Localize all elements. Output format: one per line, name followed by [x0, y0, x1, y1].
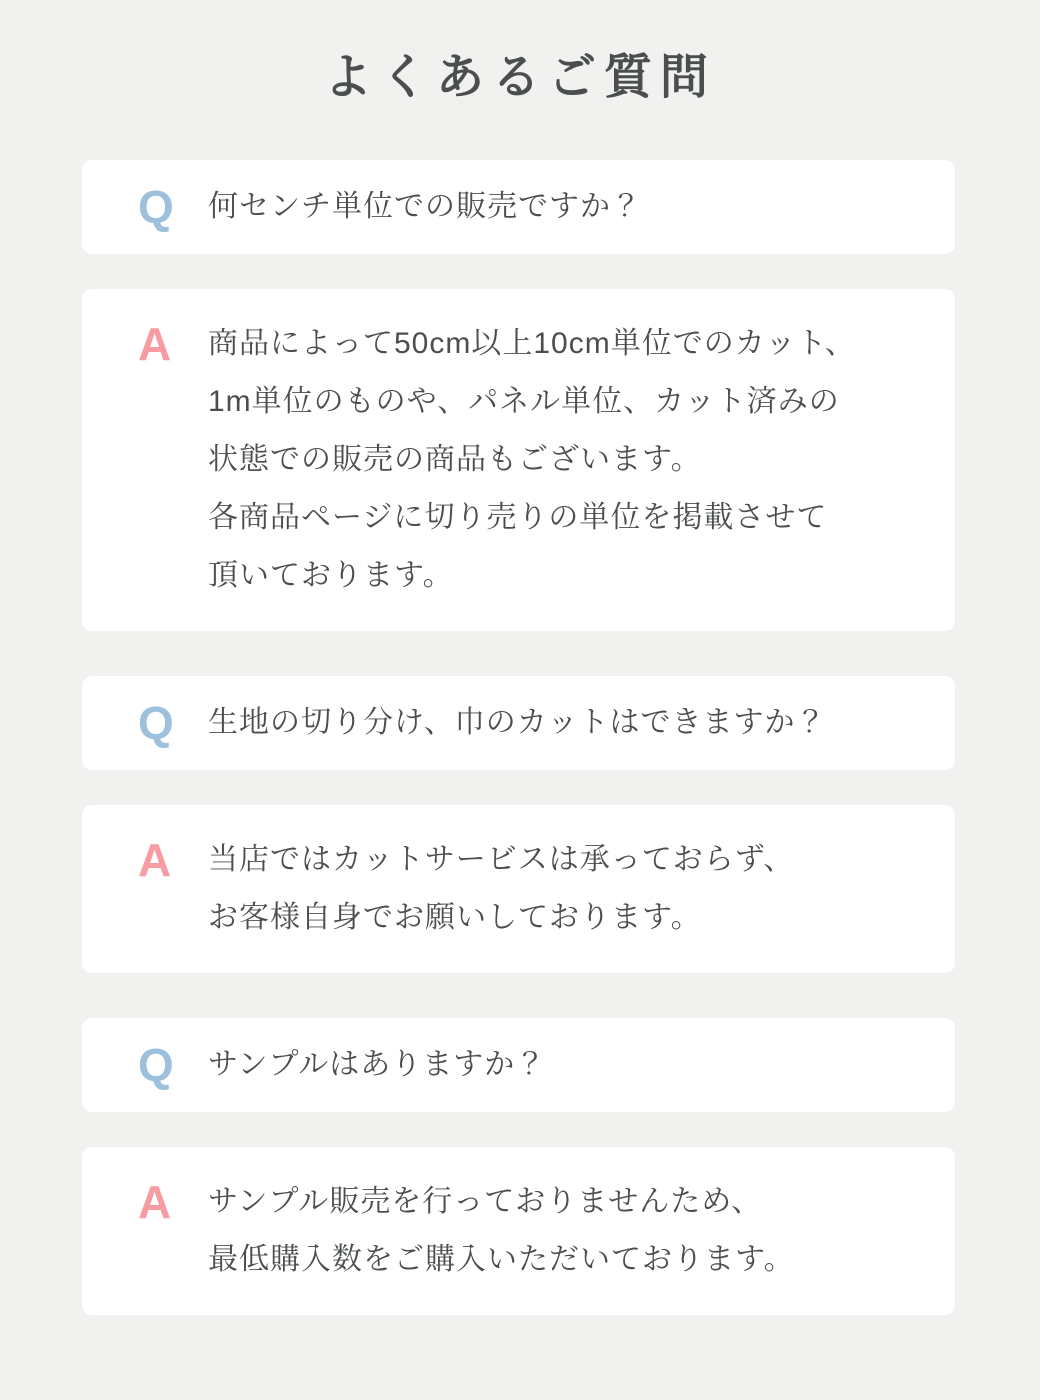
answer-card	[82, 1147, 955, 1315]
faq-list	[82, 160, 955, 1315]
answer-line: 商品によって50cm以上10cm単位でのカット、	[208, 327, 856, 360]
answer-line: 当店ではカットサービスは承っておらず、	[208, 843, 795, 876]
faq-pair	[82, 676, 955, 973]
a-badge: A	[138, 1176, 172, 1228]
question-card	[82, 676, 955, 770]
faq-pair	[82, 160, 955, 631]
answer-text	[208, 831, 794, 947]
faq-pair	[82, 1018, 955, 1315]
a-badge: A	[138, 834, 172, 886]
answer-card	[82, 289, 955, 631]
page-title: よくあるご質問	[323, 51, 716, 104]
answer-line: サンプル販売を行っておりませんため、	[208, 1185, 763, 1218]
question-card	[82, 1018, 955, 1112]
answer-line: 最低購入数をご購入いただいております。	[208, 1243, 795, 1276]
answer-line: 1m単位のものや、パネル単位、カット済みの	[208, 385, 840, 418]
a-badge: A	[138, 318, 172, 370]
question-text: サンプルはありますか？	[208, 1048, 547, 1081]
answer-text	[208, 315, 856, 605]
question-text: 何センチ単位での販売ですか？	[208, 190, 642, 223]
q-badge: Q	[138, 697, 174, 749]
question-text: 生地の切り分け、巾のカットはできますか？	[208, 706, 827, 739]
answer-text	[208, 1173, 795, 1289]
q-badge: Q	[138, 181, 174, 233]
answer-line: お客様自身でお願いしております。	[208, 901, 702, 934]
answer-line: 状態での販売の商品もございます。	[208, 443, 702, 476]
question-card	[82, 160, 955, 254]
answer-card	[82, 805, 955, 973]
q-badge: Q	[138, 1039, 174, 1091]
answer-line: 各商品ページに切り売りの単位を掲載させて	[208, 501, 828, 534]
answer-line: 頂いております。	[208, 559, 454, 592]
